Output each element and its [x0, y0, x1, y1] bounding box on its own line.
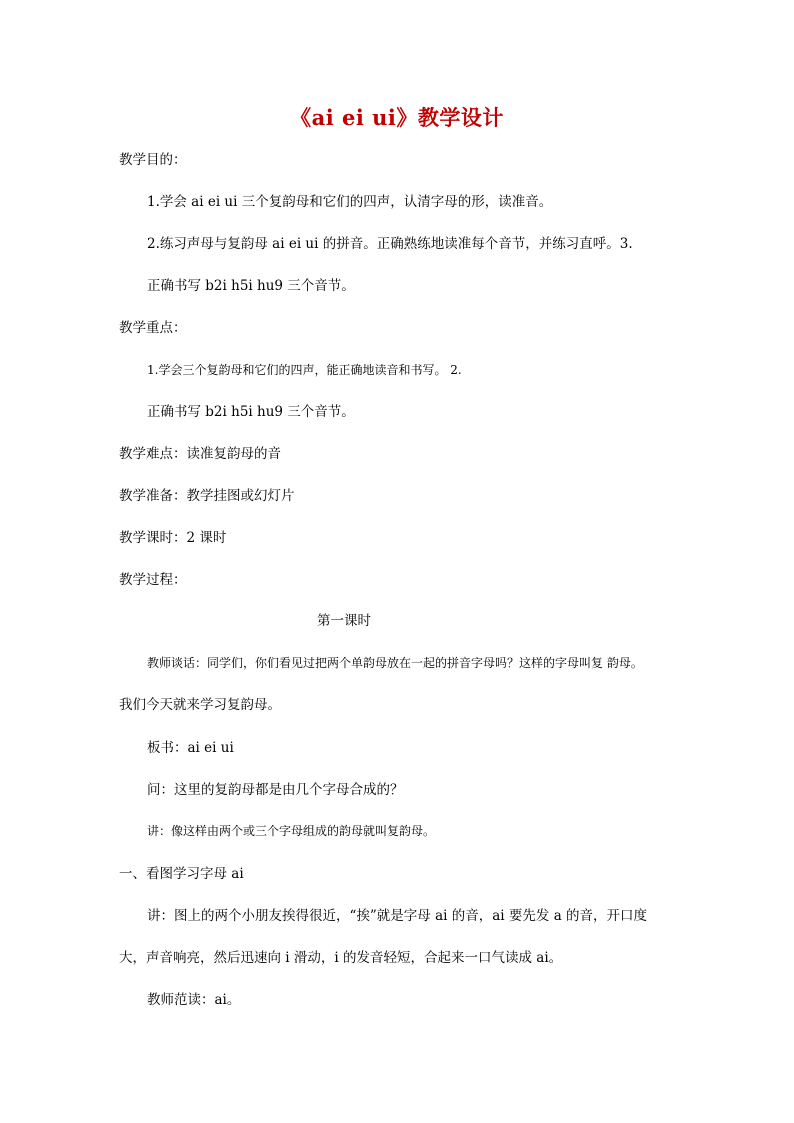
teacher-talk-continued: 我们今天就来学习复韵母。 — [119, 697, 281, 713]
teacher-model-reading: 教师范读：ai。 — [147, 992, 241, 1008]
key-point-1: 1.学会三个复韵母和它们的四声，能正确地读音和书写。 2. — [147, 363, 462, 377]
goal-item-1: 1.学会 ai ei ui 三个复韵母和它们的四声，认清字母的形，读准音。 — [147, 194, 553, 210]
question-line: 问：这里的复韵母都是由几个字母合成的？ — [147, 782, 404, 798]
explanation-line: 讲：像这样由两个或三个字母组成的韵母就叫复韵母。 — [147, 824, 436, 838]
lesson-one-heading: 第一课时 — [317, 613, 371, 629]
key-point-2: 正确书写 b2i h5i hu9 三个音节。 — [147, 404, 355, 420]
goal-item-2: 2.练习声母与复韵母 ai ei ui 的拼音。正确熟练地读准每个音节，并练习直呼。3. — [147, 236, 633, 252]
heading-key-points: 教学重点： — [119, 320, 187, 336]
goal-item-3: 正确书写 b2i h5i hu9 三个音节。 — [147, 278, 355, 294]
class-hours-line: 教学课时：2 课时 — [119, 530, 227, 546]
difficulty-line: 教学难点：读准复韵母的音 — [119, 446, 281, 462]
teacher-talk: 教师谈话：同学们，你们看见过把两个单韵母放在一起的拼音字母吗？这样的字母叫复 韵母。 — [147, 656, 643, 670]
document-title: 《ai ei ui》教学设计 — [290, 105, 504, 130]
preparation-line: 教学准备：教学挂图或幻灯片 — [119, 488, 295, 504]
board-writing: 板书：ai ei ui — [147, 740, 234, 756]
section-one-paragraph: 讲：图上的两个小朋友挨得很近，“挨”就是字母 ai 的音，ai 要先发 a 的音，开口度 — [147, 908, 648, 924]
heading-teaching-process: 教学过程： — [119, 572, 187, 588]
section-one-heading: 一、看图学习字母 ai — [119, 866, 244, 882]
heading-teaching-goals: 教学目的： — [119, 152, 187, 168]
section-one-paragraph-continued: 大，声音响亮，然后迅速向 i 滑动，i 的发音轻短，合起来一口气读成 ai。 — [119, 950, 563, 966]
